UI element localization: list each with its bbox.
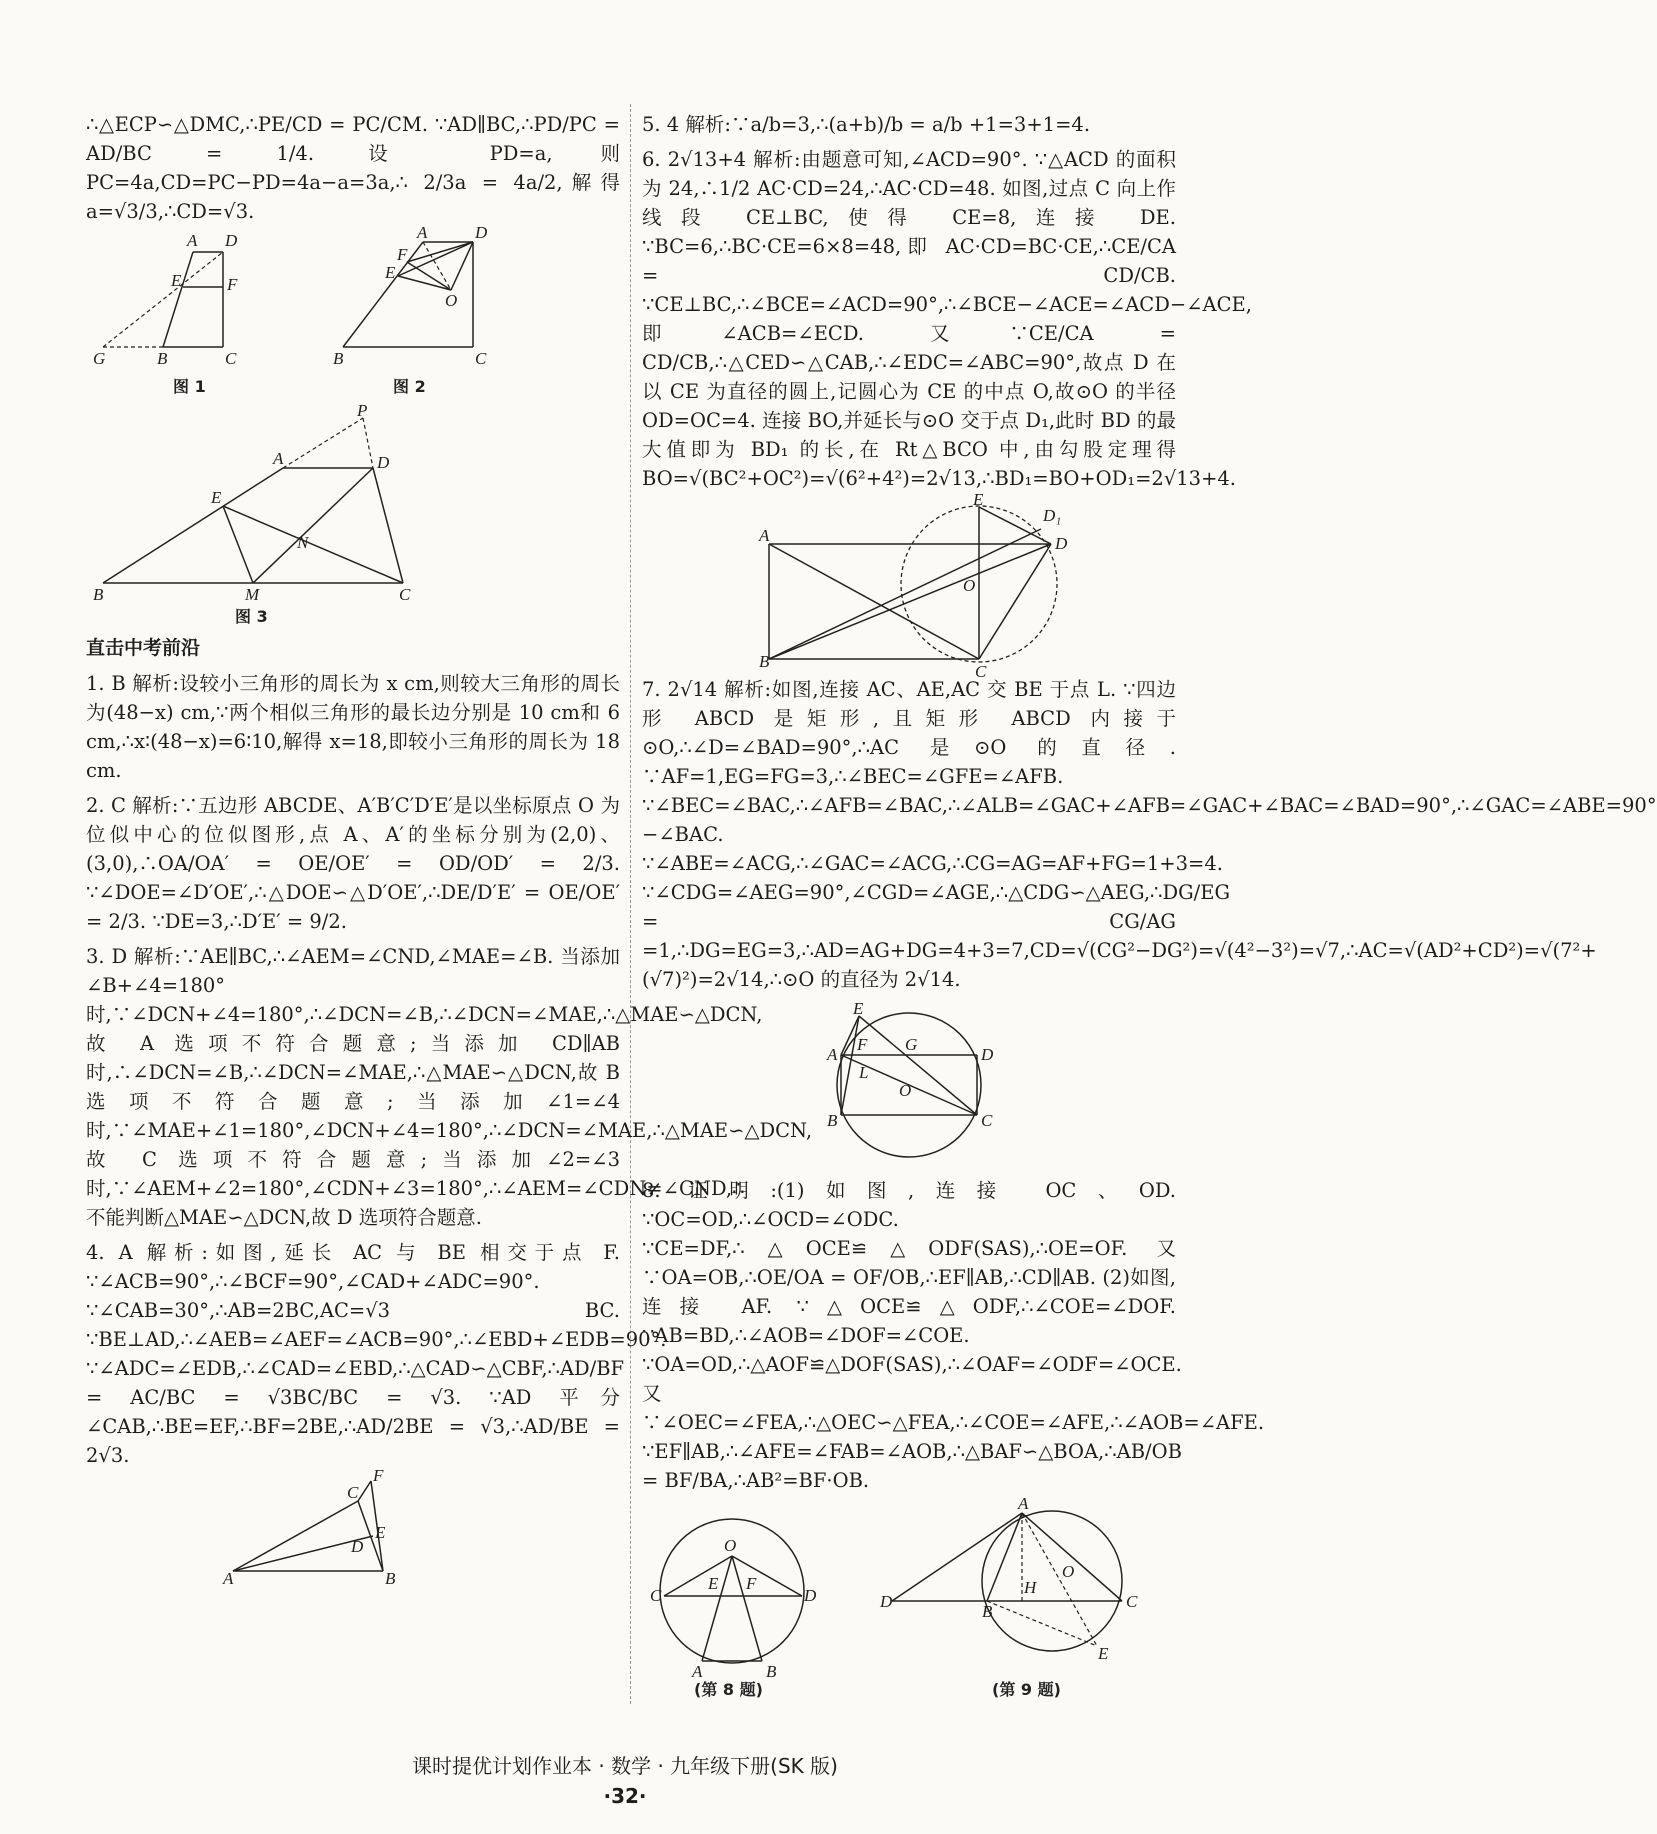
svg-text:D₁: D₁	[1043, 506, 1062, 525]
column-divider	[630, 104, 631, 1704]
figure-q4	[223, 1466, 483, 1588]
figure-q7	[779, 1000, 1039, 1170]
answer-4: 4. A 解析:如图,延长 AC 与 BE 相交于点 F. ∵∠ACB=90°,∴∠BCF=90°,∠CAD+∠ADC=90°. ∵∠CAB=30°,∴AB=2BC,AC=√3 BC. ∵BE⊥AD,∴∠AEB=∠AEF=∠ACB=90°,∴∠EBD+∠EDB=90°. ∵∠ADC=∠EDB,∴∠CAD=∠EBD,∴△CAD∽△CBF,∴AD/BF = AC/BC = √3BC/BC = √3. ∵AD 平分∠CAB,∴BE=EF,∴BF=2BE,∴AD/2BE = √3,∴AD/BE = 2√3.	[86, 1241, 667, 1467]
svg-text:C: C	[475, 349, 487, 368]
svg-text:C: C	[347, 1483, 359, 1502]
svg-text:A: A	[1018, 1494, 1029, 1513]
svg-text:O: O	[724, 1536, 737, 1555]
left-column	[86, 110, 813, 1592]
q9-caption: (第 9 题)	[992, 1680, 1061, 1699]
svg-text:A: A	[759, 526, 770, 545]
svg-text:E: E	[211, 488, 222, 507]
svg-text:E: E	[385, 263, 396, 282]
svg-text:B: B	[759, 652, 770, 671]
answer-5: 5. 4 解析:∵a/b=3,∴(a+b)/b = a/b +1=3+1=4.	[642, 113, 1091, 136]
svg-text:F: F	[227, 275, 238, 294]
svg-text:P: P	[357, 401, 368, 420]
svg-text:B: B	[827, 1111, 838, 1130]
svg-text:O: O	[445, 291, 458, 310]
svg-text:A: A	[417, 223, 428, 242]
svg-text:M: M	[245, 585, 260, 604]
svg-text:G: G	[905, 1035, 918, 1054]
svg-text:A: A	[827, 1045, 838, 1064]
svg-text:O: O	[899, 1081, 912, 1100]
svg-text:A: A	[187, 231, 198, 250]
page-number: ·32·	[603, 1784, 647, 1808]
q8-caption: (第 8 题)	[694, 1680, 763, 1699]
svg-text:N: N	[297, 533, 309, 552]
answer-7: 7. 2√14 解析:如图,连接 AC、AE,AC 交 BE 于点 L. ∵四边形 ABCD 是矩形,且矩形 ABCD 内接于⊙O,∴∠D=∠BAD=90°,∴AC 是⊙O 的直径. ∵AF=1,EG=FG=3,∴∠BEC=∠GFE=∠AFB. ∵∠BEC=∠BAC,∴∠AFB=∠BAC,∴∠ALB=∠GAC+∠AFB=∠GAC+∠BAC=∠BAD=90°,∴∠GAC=∠ABE=90°−∠BAC. ∵∠ABE=∠ACG,∴∠GAC=∠ACG,∴CG=AG=AF+FG=1+3=4. ∵∠CDG=∠AEG=90°,∠CGD=∠AGE,∴△CDG∽△AEG,∴DG/EG = CG/AG =1,∴DG=EG=3,∴AD=AG+DG=4+3=7,CD=√(CG²−DG²)=√(4²−3²)=√7,∴AC=√(AD²+CD²)=√(7²+(√7)²)=2√14,∴⊙O 的直径为 2√14.	[642, 678, 1657, 991]
svg-text:D: D	[981, 1045, 994, 1064]
section-heading: 直击中考前沿	[86, 637, 201, 659]
svg-text:E: E	[853, 999, 864, 1018]
svg-text:B: B	[333, 349, 344, 368]
svg-text:O: O	[1062, 1562, 1075, 1581]
svg-text:E: E	[171, 271, 182, 290]
svg-text:F: F	[373, 1466, 384, 1485]
svg-text:F: F	[397, 245, 408, 264]
svg-text:D: D	[475, 223, 488, 242]
svg-text:F: F	[746, 1574, 757, 1593]
right-column	[642, 110, 1657, 1707]
answer-1: 1. B 解析:设较小三角形的周长为 x cm,则较大三角形的周长为(48−x) cm,∵两个相似三角形的最长边分别是 10 cm和 6 cm,∴x∶(48−x)=6∶10,解得 x=18,即较小三角形的周长为 18 cm.	[86, 672, 620, 782]
answer-6: 6. 2√13+4 解析:由题意可知,∠ACD=90°. ∵△ACD 的面积为 24,∴1/2 AC·CD=24,∴AC·CD=48. 如图,过点 C 向上作线段 CE⊥BC,使得 CE=8,连接 DE. ∵BC=6,∴BC·CE=6×8=48,即 AC·CD=BC·CE,∴CE/CA = CD/CB. ∵CE⊥BC,∴∠BCE=∠ACD=90°,∴∠BCE−∠ACE=∠ACD−∠ACE,即∠ACB=∠ECD. 又∵CE/CA = CD/CB,∴△CED∽△CAB,∴∠EDC=∠ABC=90°,故点 D 在以 CE 为直径的圆上,记圆心为 CE 的中点 O,故⊙O 的半径 OD=OC=4. 连接 BO,并延长与⊙O 交于点 D₁,此时 BD 的最大值即为 BD₁ 的长,在 Rt△BCO 中,由勾股定理得 BO=√(BC²+OC²)=√(6²+4²)=2√13,∴BD₁=BO+OD₁=2√13+4.	[642, 148, 1252, 490]
svg-text:F: F	[857, 1035, 868, 1054]
svg-text:D: D	[351, 1537, 364, 1556]
svg-text:A: A	[692, 1662, 703, 1681]
svg-text:D: D	[1055, 534, 1068, 553]
svg-text:L: L	[859, 1063, 869, 1082]
svg-text:G: G	[93, 349, 106, 368]
svg-text:B: B	[766, 1662, 777, 1681]
svg-text:E: E	[973, 490, 984, 509]
fig1-caption: 图 1	[173, 377, 206, 396]
answer-3: 3. D 解析:∵AE∥BC,∴∠AEM=∠CND,∠MAE=∠B. 当添加∠B+∠4=180°时,∵∠DCN+∠4=180°,∴∠DCN=∠B,∴∠DCN=∠MAE,∴△MAE∽△DCN,故 A 选项不符合题意;当添加 CD∥AB 时,∴∠DCN=∠B,∴∠DCN=∠MAE,∴△MAE∽△DCN,故 B 选项不符合题意;当添加∠1=∠4 时,∵∠MAE+∠1=180°,∠DCN+∠4=180°,∴∠DCN=∠MAE,∴△MAE∽△DCN,故 C 选项不符合题意;当添加∠2=∠3 时,∵∠AEM+∠2=180°,∠CDN+∠3=180°,∴∠AEM=∠CDN≠∠CND,∴不能判断△MAE∽△DCN,故 D 选项符合题意.	[86, 945, 813, 1229]
figure-q6	[729, 490, 1089, 681]
figures-1-2	[93, 223, 613, 402]
svg-text:B: B	[93, 585, 104, 604]
svg-text:B: B	[385, 1569, 396, 1588]
svg-text:E: E	[708, 1574, 719, 1593]
svg-text:C: C	[975, 662, 987, 681]
svg-text:D: D	[377, 453, 390, 472]
fig2-caption: 图 2	[393, 377, 426, 396]
svg-text:D: D	[225, 231, 238, 250]
svg-text:C: C	[981, 1111, 993, 1130]
svg-text:A: A	[223, 1569, 234, 1588]
svg-text:E: E	[375, 1523, 386, 1542]
answer-2: 2. C 解析:∵五边形 ABCDE、A′B′C′D′E′是以坐标原点 O 为位似中心的位似图形,点 A、A′的坐标分别为(2,0)、(3,0),∴OA/OA′ = OE/OE′ = OD/OD′ = 2/3. ∵∠DOE=∠D′OE′,∴△DOE∽△D′OE′,∴DE/D′E′ = OE/OE′ = 2/3. ∵DE=3,∴D′E′ = 9/2.	[86, 794, 620, 933]
answer-8: 8. 证明:(1)如图,连接 OC、OD. ∵OC=OD,∴∠OCD=∠ODC. ∵CE=DF,∴△OCE≌△ODF(SAS),∴OE=OF. 又∵OA=OB,∴OE/OA = OF/OB,∴EF∥AB,∴CD∥AB. (2)如图,连接 AF. ∵△OCE≌△ODF,∴∠COE=∠DOF. ∵AB=BD,∴∠AOB=∠DOF=∠COE. ∵OA=OD,∴△AOF≌△DOF(SAS),∴∠OAF=∠ODF=∠OCE. 又∵∠OEC=∠FEA,∴△OEC∽△FEA,∴∠COE=∠AFE,∴∠AOB=∠AFE. ∵EF∥AB,∴∠AFE=∠FAB=∠AOB,∴△BAF∽△BOA,∴AB/OB = BF/BA,∴AB²=BF·OB.	[642, 1179, 1265, 1492]
svg-text:A: A	[273, 449, 284, 468]
svg-text:O: O	[963, 576, 976, 595]
svg-text:B: B	[157, 349, 168, 368]
solution-continued: ∴△ECP∽△DMC,∴PE/CD = PC/CM. ∵AD∥BC,∴PD/PC = AD/BC = 1/4. 设 PD=a,则 PC=4a,CD=PC−PD=4a−a=3a,∴ 2/3a = 4a/2,解得 a=√3/3,∴CD=√3.	[86, 113, 620, 223]
svg-text:C: C	[225, 349, 237, 368]
figure-3	[93, 401, 613, 628]
svg-text:C: C	[1126, 1592, 1138, 1611]
svg-text:D: D	[804, 1586, 817, 1605]
svg-text:D: D	[880, 1592, 893, 1611]
svg-text:E: E	[1098, 1644, 1109, 1663]
svg-text:C: C	[650, 1586, 662, 1605]
footer-title: 课时提优计划作业本 · 数学 · 九年级下册(SK 版)	[412, 1754, 838, 1778]
fig3-caption: 图 3	[235, 607, 268, 626]
svg-text:C: C	[399, 585, 411, 604]
svg-text:H: H	[1024, 1578, 1037, 1597]
svg-text:B: B	[982, 1602, 993, 1621]
figures-q8-q9	[642, 1494, 1176, 1701]
